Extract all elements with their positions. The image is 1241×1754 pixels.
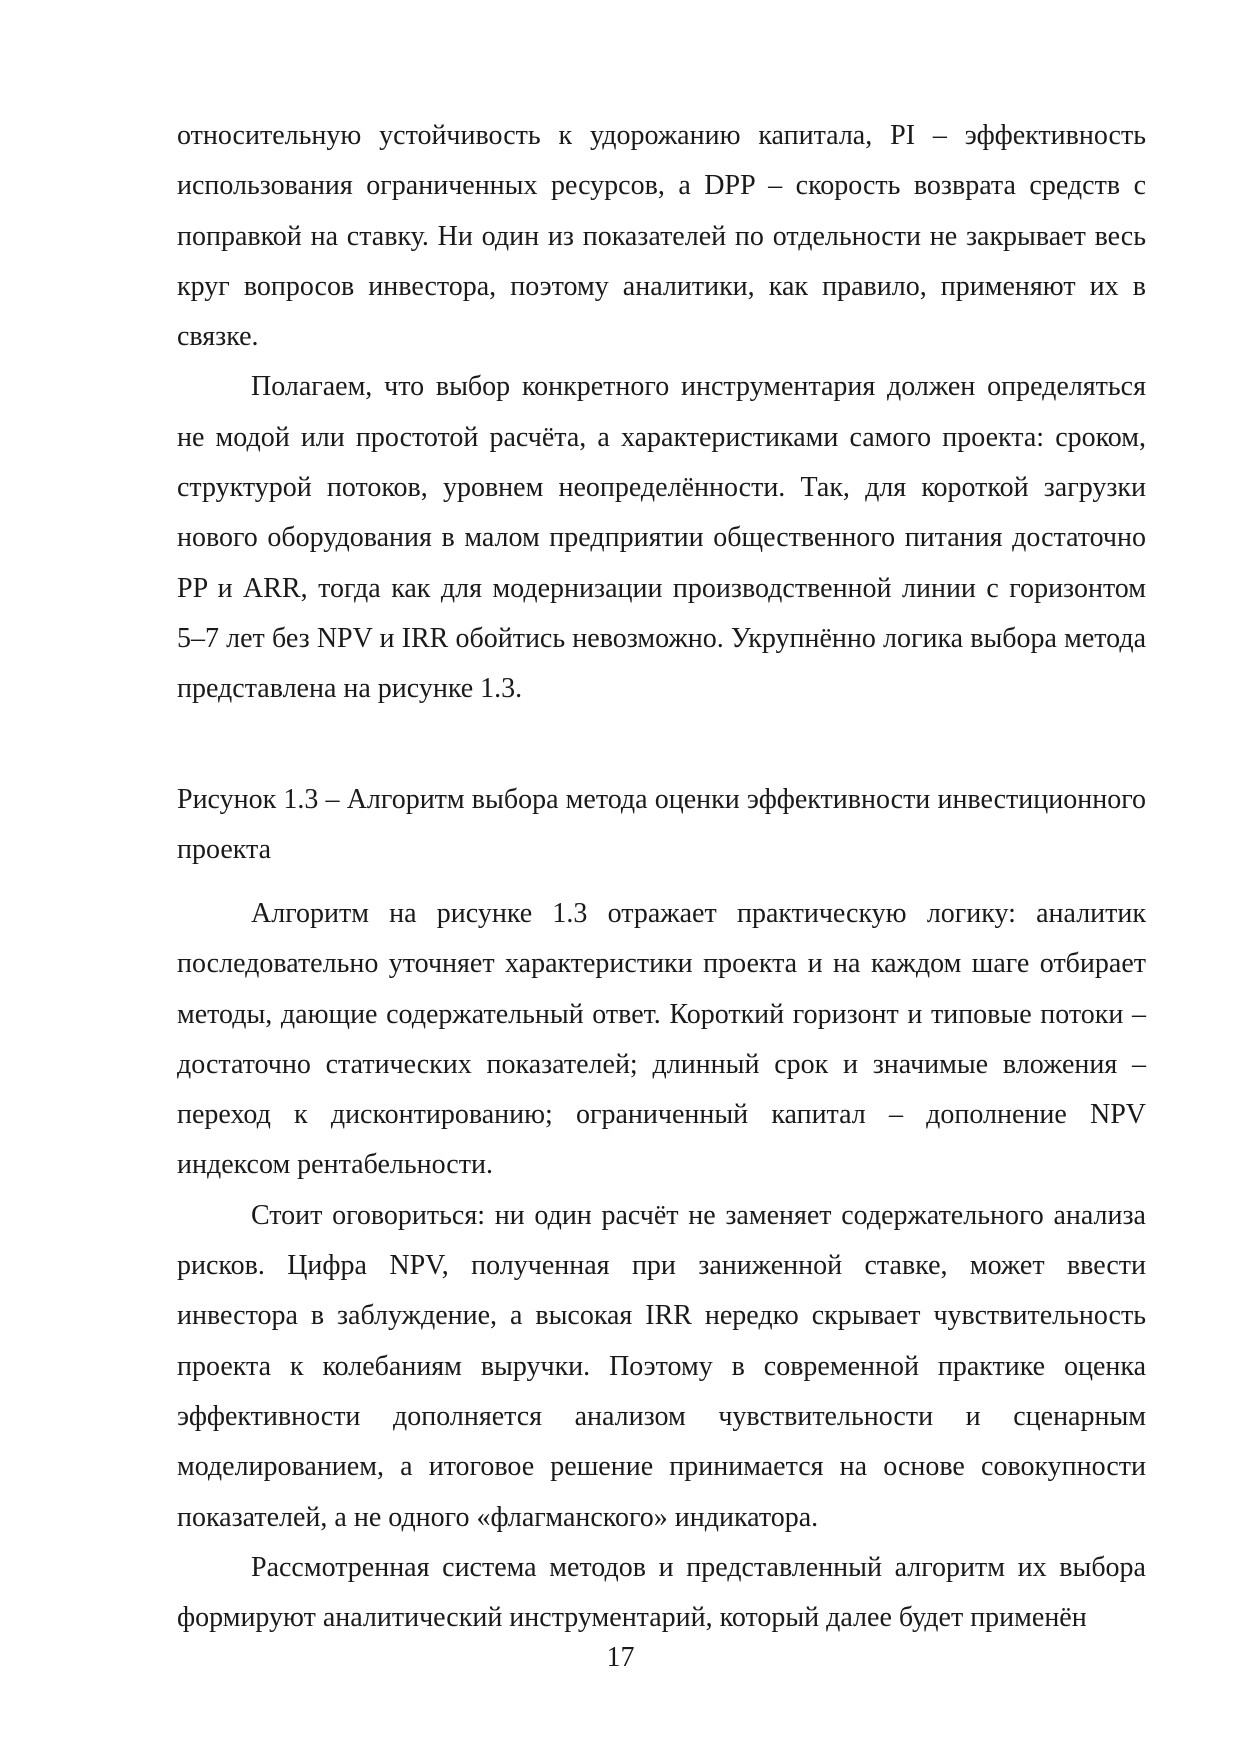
figure-caption: Рисунок 1.3 – Алгоритм выбора метода оценки эффективности инвестиционного проекта: [177, 784, 1146, 866]
paragraph: Алгоритм на рисунке 1.3 отражает практическую логику: аналитик последовательно уточняет характеристики проекта и на каждом шаге отбирает методы, дающие содержательный ответ. Короткий горизонт и типовые потоки – достаточно статических показателей; длинный срок и значимые вложения – переход к дисконтированию; ограниченный капитал – дополнение NPV индексом рентабельности.: [177, 898, 1146, 1181]
paragraph: Полагаем, что выбор конкретного инструментария должен определяться не модой или простотой расчёта, а характеристиками самого проекта: сроком, структурой потоков, уровнем неопределённости. Так, для короткой загрузки нового оборудования в малом предприятии общественного питания достаточно PP и ARR, тогда как для модернизации производственной линии с горизонтом 5–7 лет без NPV и IRR обойтись невозможно. Укрупнённо логика выбора метода представлена на рисунке 1.3.: [177, 371, 1146, 705]
paragraph-continuation: относительную устойчивость к удорожанию капитала, PI – эффективность использования ограниченных ресурсов, а DPP – скорость возврата средств с поправкой на ставку. Ни один из показателей по отдельности не закрывает весь круг вопросов инвестора, поэтому аналитики, как правило, применяют их в связке.: [177, 120, 1146, 353]
figure-caption-block: [177, 775, 1146, 876]
body-text-top: [177, 111, 1146, 715]
body-text-bottom: [177, 889, 1146, 1643]
page-number: 17: [606, 1642, 635, 1673]
paragraph: Стоит оговориться: ни один расчёт не заменяет содержательного анализа рисков. Цифра NPV, полученная при заниженной ставке, может ввести инвестора в заблуждение, а высокая IRR нередко скрывает чувствительность проекта к колебаниям выручки. Поэтому в современной практике оценка эффективности дополняется анализом чувствительности и сценарным моделированием, а итоговое решение принимается на основе совокупности показателей, а не одного «флагманского» индикатора.: [177, 1199, 1146, 1533]
paragraph: Рассмотренная система методов и представленный алгоритм их выбора формируют аналитический инструментарий, который далее будет применён: [177, 1551, 1146, 1634]
